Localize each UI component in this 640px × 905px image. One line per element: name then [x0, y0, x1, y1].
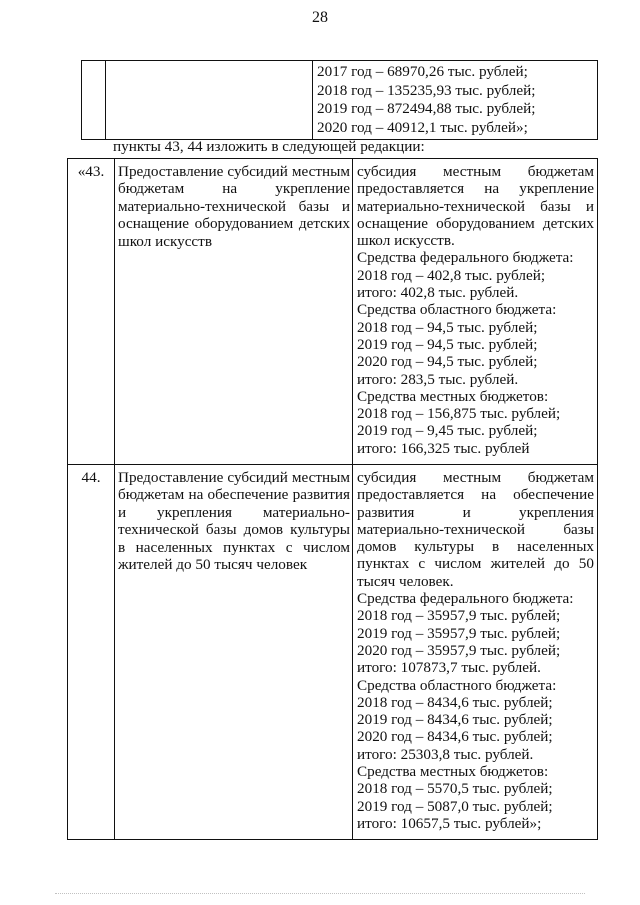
funding-line: 2018 год – 156,875 тыс. рублей; [357, 405, 561, 423]
funding-line: итого: 402,8 тыс. рублей. [357, 284, 519, 302]
funding-line: 2018 год – 8434,6 тыс. рублей; [357, 693, 553, 711]
item-description: Предоставление субсидий местным бюджетам на укрепление материально-технической базы и оснащение оборудованием детских школ искусств [115, 159, 353, 465]
page-number: 28 [312, 9, 328, 26]
funding-cell [313, 61, 598, 140]
funding-line: Средства федерального бюджета: [357, 590, 574, 608]
funding-line: 2018 год – 5570,5 тыс. рублей; [357, 780, 553, 798]
amendment-table [67, 158, 598, 840]
funding-line: 2020 год – 94,5 тыс. рублей; [357, 353, 538, 371]
funding-lead: субсидия местным бюджетам предоставляется на обеспечение развития и укрепления материально-технической базы домов культуры в населенных пунктах с числом жителей до 50 тысяч человек. [357, 469, 594, 590]
item-number: 44. [68, 465, 115, 840]
funding-line: итого: 25303,8 тыс. рублей. [357, 745, 534, 763]
funding-line: 2019 год – 8434,6 тыс. рублей; [357, 711, 553, 729]
funding-line: 2018 год – 402,8 тыс. рублей; [357, 266, 546, 284]
item-number: «43. [68, 159, 115, 465]
funding-line: итого: 283,5 тыс. рублей. [357, 370, 519, 388]
funding-line: 2019 год – 872494,88 тыс. рублей; [317, 100, 536, 118]
funding-line: 2017 год – 68970,26 тыс. рублей; [317, 63, 528, 80]
funding-line: 2020 год – 40912,1 тыс. рублей»; [317, 119, 528, 137]
funding-line: 2019 год – 9,45 тыс. рублей; [357, 422, 538, 440]
funding-line: 2019 год – 94,5 тыс. рублей; [357, 335, 538, 353]
table-row [68, 465, 598, 840]
description-cell [106, 61, 313, 140]
table-row [68, 159, 598, 465]
funding-line: 2020 год – 35957,9 тыс. рублей; [357, 641, 561, 659]
funding-cell [353, 159, 598, 465]
funding-line: 2020 год – 8434,6 тыс. рублей; [357, 728, 553, 746]
funding-line: 2018 год – 135235,93 тыс. рублей; [317, 81, 536, 99]
funding-line: итого: 10657,5 тыс. рублей»; [357, 814, 542, 832]
funding-line: итого: 166,325 тыс. рублей [357, 439, 530, 457]
funding-line: Средства местных бюджетов: [357, 763, 549, 781]
funding-line: 2019 год – 5087,0 тыс. рублей; [357, 797, 553, 815]
funding-line: 2018 год – 35957,9 тыс. рублей; [357, 607, 561, 625]
funding-line: итого: 107873,7 тыс. рублей. [357, 659, 541, 677]
continuation-table [81, 60, 598, 140]
amendment-instruction: пункты 43, 44 изложить в следующей редакции: [113, 138, 425, 155]
item-description: Предоставление субсидий местным бюджетам на обеспечение развития и укрепления материально-технической базы домов культуры в населенных пунктах с числом жителей до 50 тысяч человек [115, 465, 353, 840]
funding-line: Средства федерального бюджета: [357, 249, 574, 267]
funding-cell [353, 465, 598, 840]
funding-line: Средства областного бюджета: [357, 676, 557, 694]
funding-line: 2018 год – 94,5 тыс. рублей; [357, 318, 538, 336]
funding-line: 2019 год – 35957,9 тыс. рублей; [357, 624, 561, 642]
funding-line: Средства областного бюджета: [357, 301, 557, 319]
table-row [82, 61, 598, 140]
scan-artifact [55, 893, 585, 898]
funding-line: Средства местных бюджетов: [357, 387, 549, 405]
funding-lead: субсидия местным бюджетам предоставляется на укрепление материально-технической базы и оснащение оборудованием детских школ искусств. [357, 163, 594, 250]
number-cell [82, 61, 106, 140]
